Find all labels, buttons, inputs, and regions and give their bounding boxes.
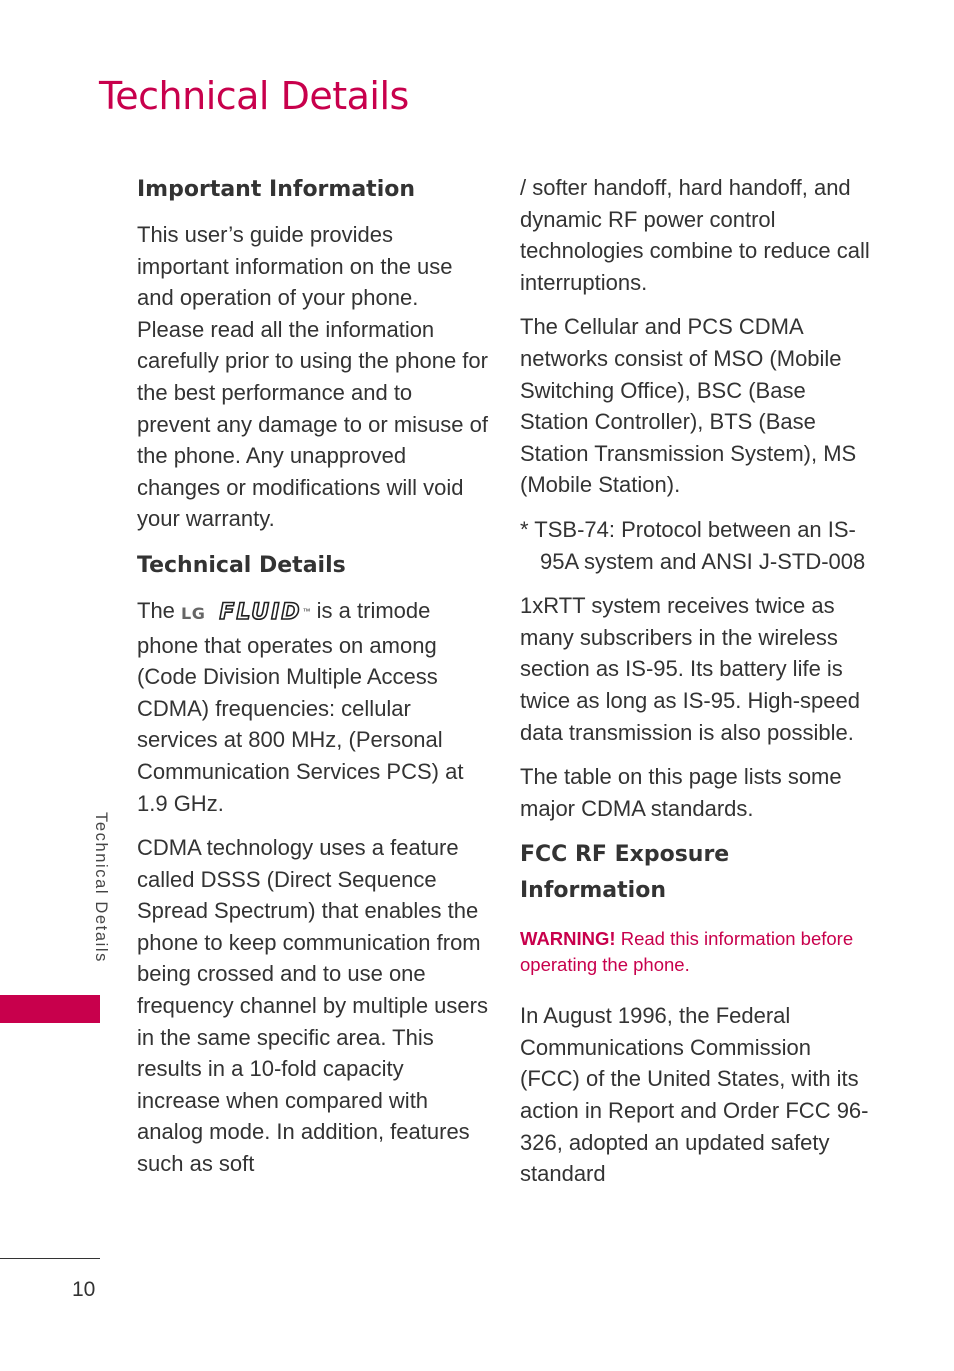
- cdma-technology-text: CDMA technology uses a feature called DSSS (Direct Sequence Spread Spectrum) that enables the phone to keep communication from being crossed and to use one frequency channel by multiple users in the same specific area. This results in a 10-fold capacity increase when compared with analog mode. In addition, features such as soft: [137, 835, 488, 1177]
- section-tab-marker: [0, 995, 100, 1023]
- technical-details-text: [137, 595, 489, 819]
- important-information-heading: Important Information: [137, 177, 416, 202]
- cdma-networks-text: The Cellular and PCS CDMA networks consist of MSO (Mobile Switching Office), BSC (Base Station Controller), BTS (Base Station Transmission System), MS (Mobile Station).: [520, 314, 857, 498]
- page-number: 10: [72, 1278, 96, 1301]
- technical-details-suffix: is a trimode phone that operates on among (Code Division Multiple Access CDMA) frequencies: cellular services at 800 MHz, (Personal Communication Services PCS) at 1.9 GHz.: [137, 597, 464, 816]
- left-column: [137, 172, 489, 1193]
- tsb-74-note: * TSB-74: Protocol between an IS-95A system and ANSI J-STD-008: [520, 516, 866, 574]
- fcc-history-text: In August 1996, the Federal Communications Commission (FCC) of the United States, with its action in Report and Order FCC 96-326, adopted an updated safety standard: [520, 1003, 869, 1187]
- 1xrtt-text: 1xRTT system receives twice as many subscribers in the wireless section as IS-95. Its battery life is twice as long as IS-95. High-speed data transmission is also possible.: [520, 593, 860, 745]
- warning-text: Read this information before operating the phone.: [520, 928, 854, 975]
- right-column: [520, 172, 872, 1203]
- lg-logo: LG: [181, 603, 206, 623]
- handoff-continuation-text: / softer handoff, hard handoff, and dynamic RF power control technologies combine to reduce call interruptions.: [520, 175, 870, 295]
- side-section-label: Technical Details: [92, 812, 110, 964]
- warning-notice: [520, 926, 872, 977]
- fluid-logo: FLUID: [219, 599, 302, 625]
- lg-fluid-logo: [181, 596, 310, 630]
- page-title: Technical Details: [99, 74, 409, 118]
- fcc-rf-exposure-heading: FCC RF Exposure Information: [520, 842, 730, 904]
- footer-divider: [0, 1258, 100, 1259]
- cdma-standards-text: The table on this page lists some major CDMA standards.: [520, 764, 842, 821]
- important-information-text: This user’s guide provides important information on the use and operation of your phone. Please read all the information carefully prior to using the phone for the best performance and to prevent any damage to or misuse of the phone. Any unapproved changes or modifications will void your warranty.: [137, 222, 488, 532]
- trademark-symbol: ™: [302, 606, 311, 616]
- technical-details-prefix: The: [137, 597, 175, 623]
- technical-details-heading: Technical Details: [137, 552, 346, 578]
- warning-label: WARNING!: [520, 928, 616, 950]
